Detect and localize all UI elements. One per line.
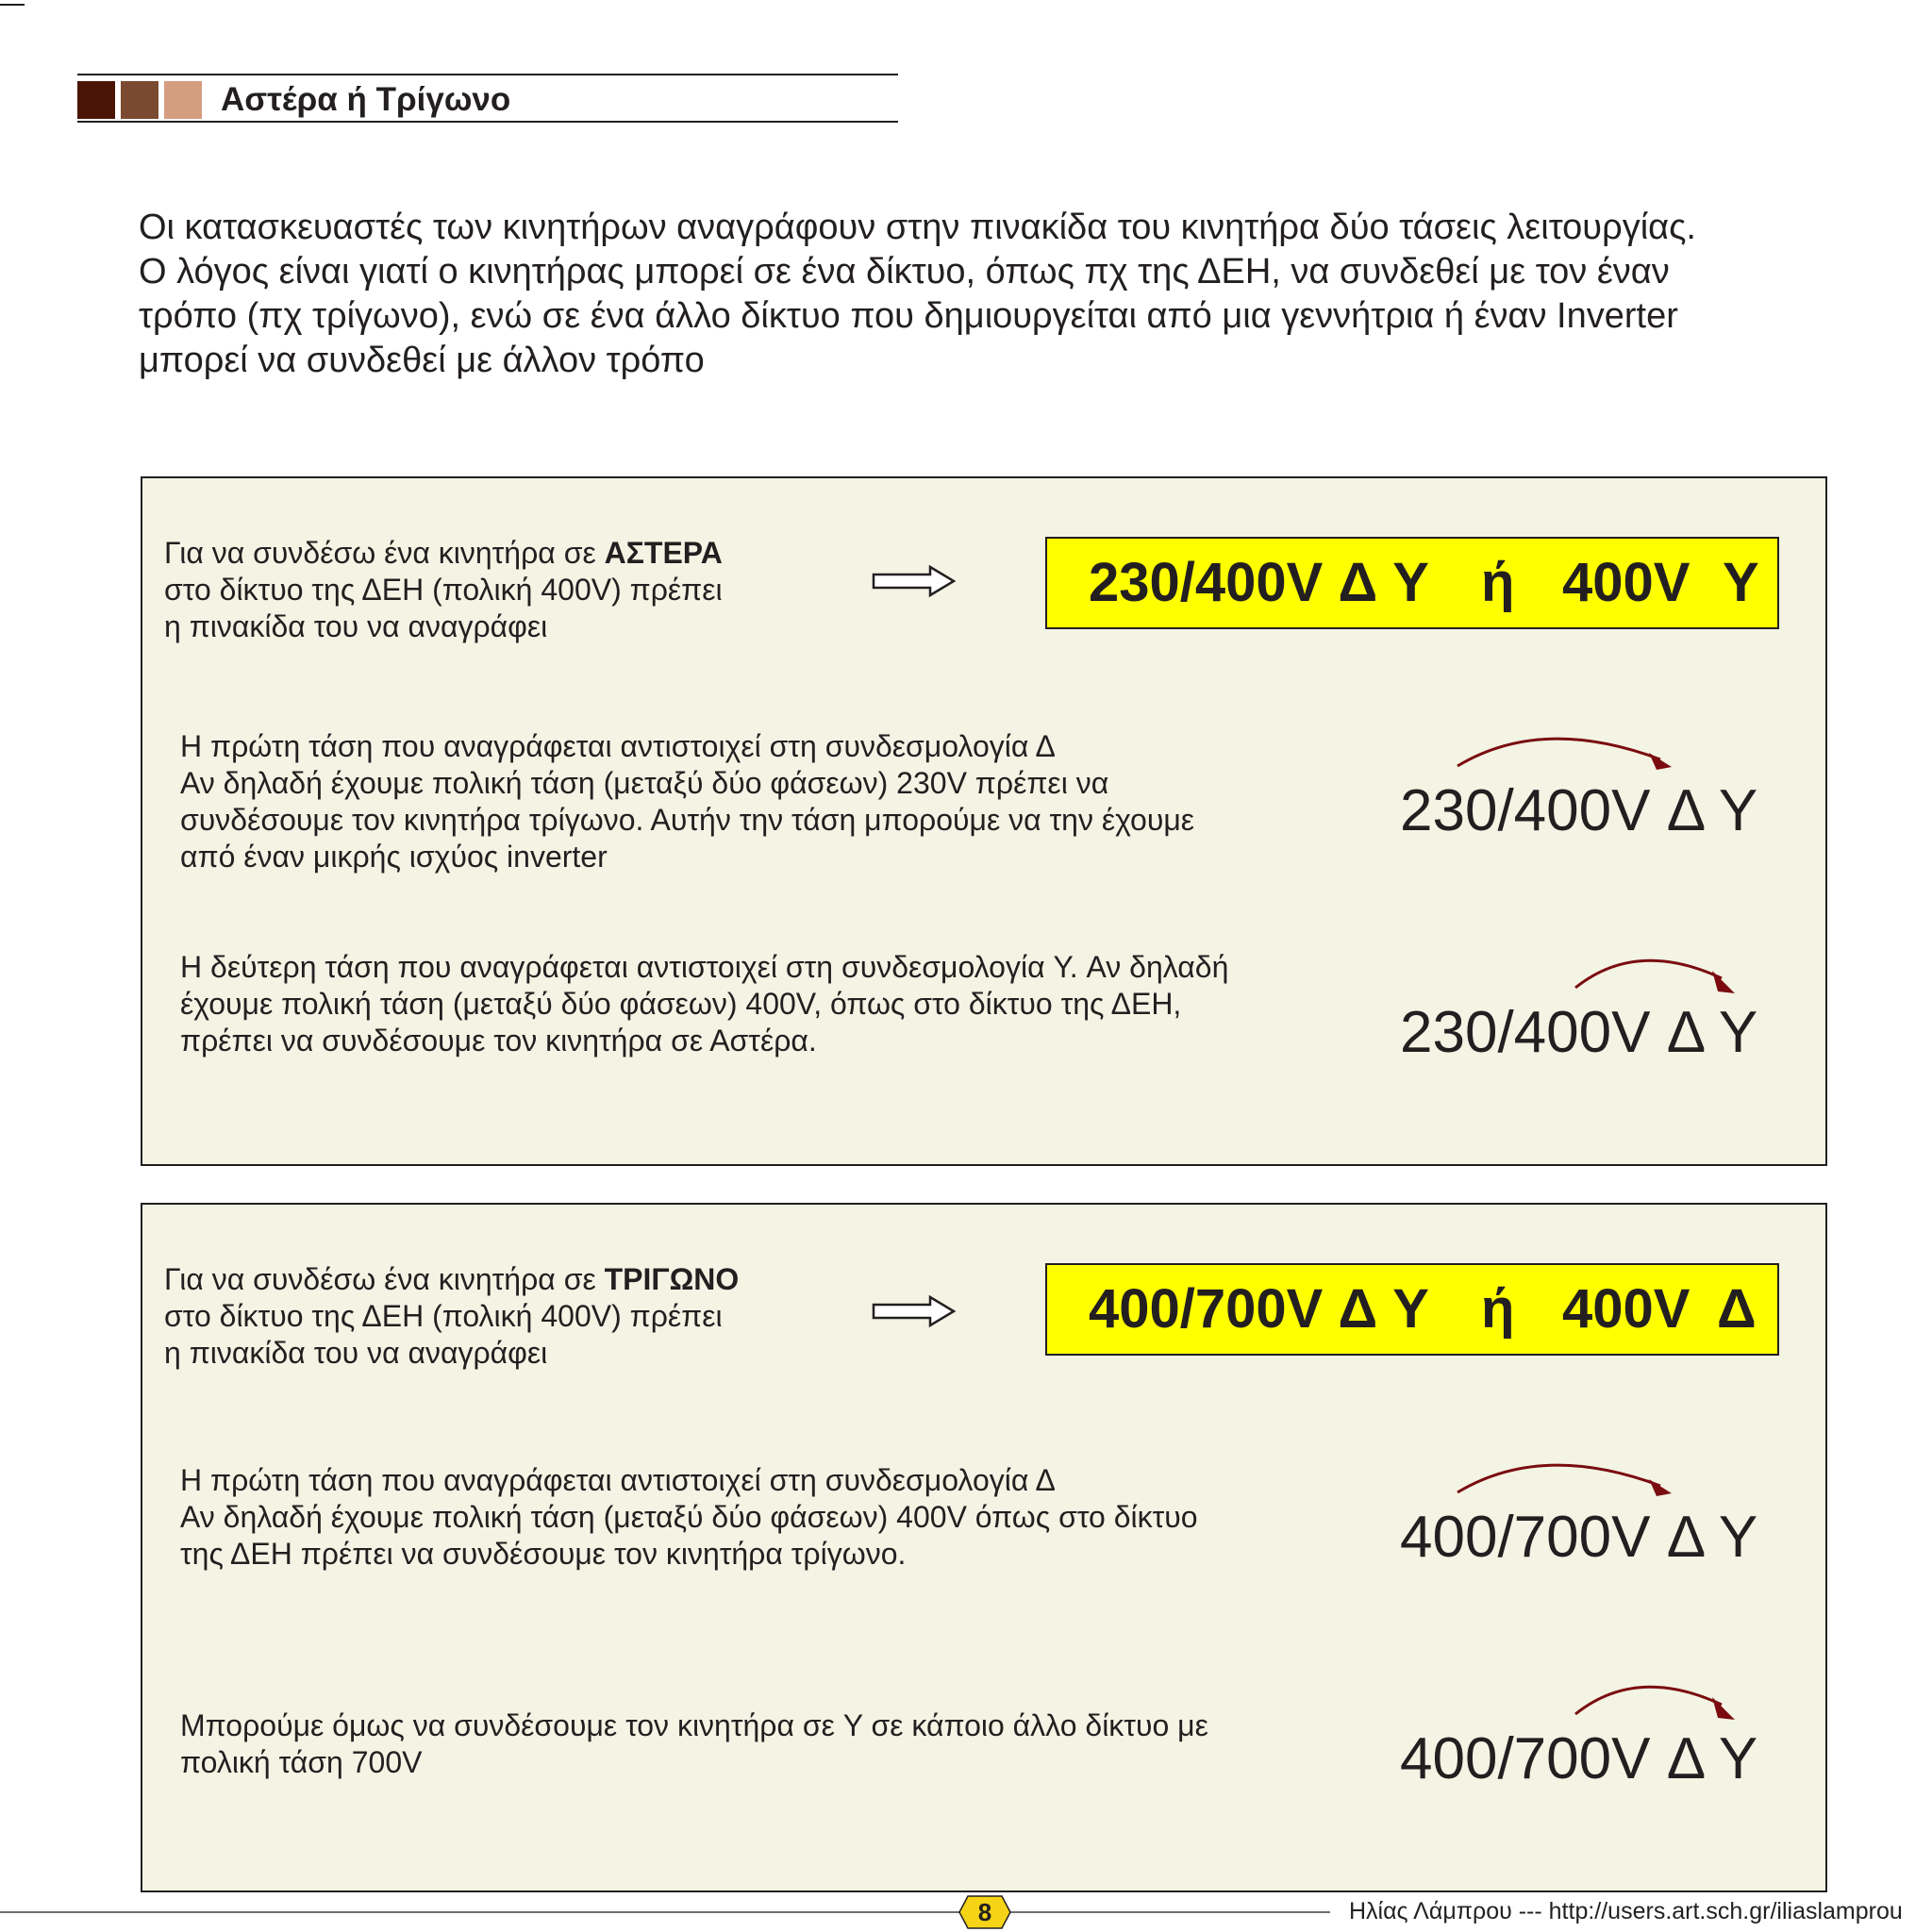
- star-rating-delta: 230/400V Δ Y: [1400, 778, 1758, 843]
- delta-plate-connection: Δ: [1717, 1278, 1757, 1340]
- delta-plate-voltage: 400V: [1562, 1278, 1690, 1340]
- para-line: Αν δηλαδή έχουμε πολική τάση (μεταξύ δύο φάσεων) 230V πρέπει να: [180, 766, 1109, 800]
- delta-lead-line3: η πινακίδα του να αναγράφει: [164, 1336, 548, 1370]
- page-title: Αστέρα ή Τρίγωνο: [221, 81, 511, 118]
- right-arrow-icon: [872, 564, 957, 598]
- intro-line: τρόπο (πχ τρίγωνο), ενώ σε ένα άλλο δίκτυο που δημιουργείται από μια γεννήτρια ή έναν Inverter: [139, 296, 1678, 336]
- star-plate-connection: Y: [1723, 552, 1759, 613]
- delta-plate-or: ή: [1481, 1278, 1515, 1340]
- delta-lead-text: [164, 1261, 824, 1372]
- para-line: της ΔΕΗ πρέπει να συνδέσουμε τον κινητήρα τρίγωνο.: [180, 1537, 907, 1571]
- star-lead-prefix: Για να συνδέσω ένα κινητήρα σε: [164, 536, 605, 570]
- star-lead-line3: η πινακίδα του να αναγράφει: [164, 609, 548, 643]
- delta-lead-prefix: Για να συνδέσω ένα κινητήρα σε: [164, 1262, 605, 1296]
- para-line: συνδέσουμε τον κινητήρα τρίγωνο. Αυτήν την τάση μπορούμε να την έχουμε: [180, 803, 1195, 837]
- para-line: Η πρώτη τάση που αναγράφεται αντιστοιχεί στη συνδεσμολογία Δ: [180, 1463, 1056, 1497]
- star-para-first-voltage: [180, 728, 1369, 875]
- delta-para-second-voltage: [180, 1707, 1369, 1781]
- para-line: Η πρώτη τάση που αναγράφεται αντιστοιχεί στη συνδεσμολογία Δ: [180, 729, 1056, 763]
- para-line: πολική τάση 700V: [180, 1745, 423, 1779]
- footer-rule-right: [1008, 1911, 1330, 1913]
- intro-line: Οι κατασκευαστές των κινητήρων αναγράφουν στην πινακίδα του κινητήρα δύο τάσεις λειτουργίας.: [139, 208, 1696, 247]
- right-arrow-icon: [872, 1294, 957, 1328]
- delta-rating-delta: 400/700V Δ Y: [1400, 1505, 1758, 1570]
- star-nameplate: [1045, 537, 1779, 629]
- delta-plate-rating: 400/700V Δ Y: [1089, 1278, 1429, 1340]
- para-line: Η δεύτερη τάση που αναγράφεται αντιστοιχεί στη συνδεσμολογία Y. Αν δηλαδή: [180, 950, 1229, 984]
- star-plate-rating: 230/400V Δ Y: [1089, 552, 1429, 613]
- header-swatch-dark: [77, 81, 115, 119]
- star-lead-text: [164, 535, 824, 645]
- star-lead-bold: ΑΣΤΕΡΑ: [604, 536, 723, 570]
- para-line: από έναν μικρής ισχύος inverter: [180, 840, 608, 874]
- header-rule-top: [77, 74, 898, 75]
- header-rule-bottom: [77, 121, 898, 123]
- page-number: 8: [977, 1898, 992, 1926]
- header-swatch-mid: [121, 81, 158, 119]
- intro-line: μπορεί να συνδεθεί με άλλον τρόπο: [139, 341, 705, 380]
- delta-lead-bold: ΤΡΙΓΩΝΟ: [604, 1262, 740, 1296]
- intro-line: Ο λόγος είναι γιατί ο κινητήρας μπορεί σε ένα δίκτυο, όπως πχ της ΔΕΗ, να συνδεθεί με τον έναν: [139, 252, 1670, 291]
- star-para-second-voltage: [180, 949, 1369, 1059]
- star-rating-star: 230/400V Δ Y: [1400, 1000, 1758, 1065]
- star-plate-voltage: 400V: [1562, 552, 1690, 613]
- footer-credit: Ηλίας Λάμπρου --- http://users.art.sch.gr/iliaslamprou: [1349, 1898, 1903, 1924]
- para-line: Αν δηλαδή έχουμε πολική τάση (μεταξύ δύο φάσεων) 400V όπως στο δίκτυο: [180, 1500, 1198, 1534]
- corner-mark: [0, 4, 25, 6]
- delta-para-first-voltage: [180, 1462, 1369, 1573]
- delta-lead-line2: στο δίκτυο της ΔΕΗ (πολική 400V) πρέπει: [164, 1299, 723, 1333]
- star-plate-or: ή: [1481, 552, 1515, 613]
- para-line: πρέπει να συνδέσουμε τον κινητήρα σε Αστέρα.: [180, 1024, 817, 1058]
- header-swatch-light: [164, 81, 202, 119]
- footer-rule-left: [0, 1911, 962, 1913]
- star-lead-line2: στο δίκτυο της ΔΕΗ (πολική 400V) πρέπει: [164, 573, 723, 607]
- intro-paragraph: [139, 206, 1837, 383]
- delta-rating-star: 400/700V Δ Y: [1400, 1726, 1758, 1791]
- para-line: έχουμε πολική τάση (μεταξύ δύο φάσεων) 400V, όπως στο δίκτυο της ΔΕΗ,: [180, 987, 1182, 1021]
- para-line: Μπορούμε όμως να συνδέσουμε τον κινητήρα σε Y σε κάποιο άλλο δίκτυο με: [180, 1708, 1208, 1742]
- delta-nameplate: [1045, 1263, 1779, 1356]
